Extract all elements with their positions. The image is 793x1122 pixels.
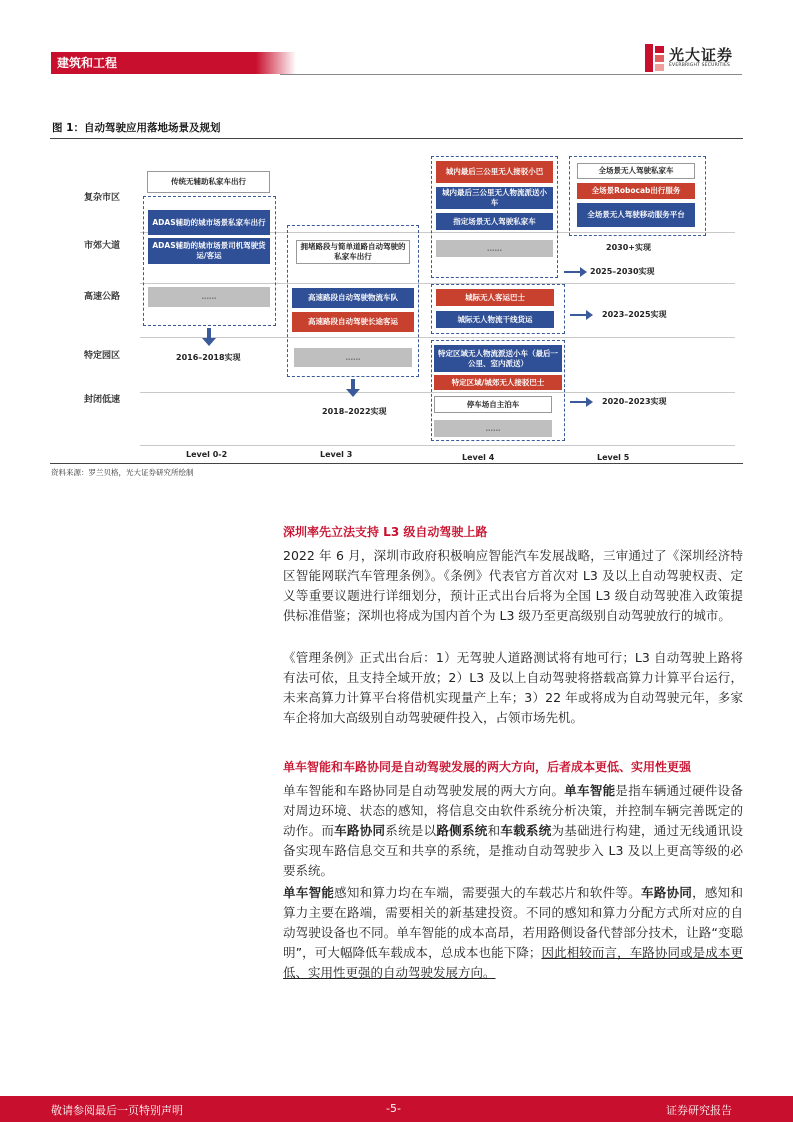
arrow-down-icon: [346, 389, 360, 397]
term-vehicle-road: 车路协同: [334, 823, 386, 838]
ylabel-suburban: [82, 240, 122, 253]
text-run: ，感知和算力主要在路端，需要相关的新基建投资。不同的感知和算力分配方式所对应的自动驾驶设备也不同。单车智能的成本高昂，若用路侧设备代替部分技术，让路“变聪明”，可大幅降低车载成本，总成本也能下降；: [283, 885, 743, 960]
xlabel-level5: Level 5: [597, 453, 630, 462]
figure-bottom-rule: [50, 463, 743, 464]
l4-box-special-bus: 特定区域/城郊无人接驳巴士: [434, 375, 562, 390]
brand-logo: [645, 44, 745, 74]
text-run: 系统是以: [385, 823, 437, 838]
l5-box-robocab: 全场景Robocab出行服务: [577, 183, 695, 199]
l02-box-adas-private: ADAS辅助的城市场景私家车出行: [148, 210, 270, 235]
footer-disclaimer: 敬请参阅最后一页特别声明: [51, 1104, 183, 1117]
arrow-right-icon: [564, 271, 581, 273]
ylabel-text: 复杂市区: [83, 193, 120, 203]
ylabel-park: [82, 350, 122, 363]
arrow-down-icon: [351, 379, 355, 389]
figure-title: 图 1：自动驾驶应用落地场景及规划: [52, 122, 221, 134]
l3-box-congested: 拥堵路段与简单道路自动驾驶的私家车出行: [296, 240, 410, 264]
year-2020: 2020–2023实现: [602, 397, 667, 406]
ylabel-closed-lowspeed: [82, 394, 122, 407]
term-vehicle-road: 车路协同: [640, 885, 693, 900]
xlabel-level4: Level 4: [462, 453, 495, 462]
l02-box-traditional: 传统无辅助私家车出行: [147, 171, 270, 193]
arrow-down-icon: [207, 328, 211, 338]
year-l02: 2016–2018实现: [176, 353, 241, 362]
ylabel-highway: [82, 291, 122, 304]
term-roadside-system: 路侧系统: [436, 823, 488, 838]
l4-box-urban-more: ……: [436, 240, 553, 257]
l02-box-more: ……: [148, 287, 270, 307]
footer-bar: [0, 1096, 793, 1122]
section2-paragraph1: [283, 781, 743, 881]
l4-box-urban-delivery: 城内最后三公里无人物流派送小车: [436, 187, 553, 209]
xlabel-level02: Level 0-2: [186, 450, 228, 459]
year-l3: 2018–2022实现: [322, 407, 387, 416]
term-onboard-system: 车载系统: [500, 823, 552, 838]
text-run: 单车智能和车路协同是自动驾驶发展的两大方向。: [283, 783, 565, 798]
text-run: 是指车辆通过硬件设备对周边环境、状态的感知，将信息交由软件系统分析决策，并控制车辆完善既定的动作。而: [283, 783, 743, 838]
section1-paragraph2: 《管理条例》正式出台后：1）无驾驶人道路测试将有地可行；L3 自动驾驶上路将有法可依，且支持全域开放；2）L3 及以上自动驾驶将搭载高算力计算平台运行，未来高算力计算平台将借机实现量产上车；3）22 年或将成为自动驾驶元年，多家车企将加大高级别自动驾驶硬件投入，占领市场先机。: [283, 650, 743, 725]
section2-heading: 单车智能和车路协同是自动驾驶发展的两大方向，后者成本更低、实用性更强: [283, 760, 692, 774]
section1-paragraph1: 2022 年 6 月，深圳市政府积极响应智能汽车发展战略，三审通过了《深圳经济特区智能网联汽车管理条例》。《条例》代表官方首次对 L3 及以上自动驾驶权责、定义等重要议题进行详细划分，预计正式出台后将为全国 L3 级自动驾驶准入政策提供标准借鉴；深圳也将成为国内首个为 L3 级乃至更高级别自动驾驶放行的城市。: [283, 548, 743, 623]
grid-line: [140, 445, 735, 446]
l4-box-intercity-bus: 城际无人客运巴士: [436, 289, 554, 306]
l3-box-highway-logistics: 高速路段自动驾驶物流车队: [292, 288, 414, 308]
arrow-down-icon: [202, 338, 216, 346]
l3-box-more: ……: [294, 348, 412, 367]
page-number: -5-: [386, 1102, 401, 1115]
l02-box-adas-freight: ADAS辅助的城市场景司机驾驶货运/客运: [148, 238, 270, 264]
grid-line: [140, 337, 735, 338]
figure-source: 资料来源：罗兰贝格，光大证券研究所绘制: [51, 468, 194, 477]
ylabel-complex-urban: [82, 192, 122, 205]
year-2025: 2025–2030实现: [590, 267, 655, 276]
l4-box-private-car: 指定场景无人驾驶私家车: [436, 213, 553, 230]
arrow-right-icon: [570, 401, 587, 403]
section-tag: 建筑和工程: [51, 52, 256, 74]
year-2023: 2023–2025实现: [602, 310, 667, 319]
l4-box-urban-shuttle: 城内最后三公里无人接驳小巴: [436, 161, 553, 183]
footer-report-type: 证券研究报告: [666, 1104, 732, 1117]
term-single-vehicle: 单车智能: [283, 885, 335, 900]
section2-paragraph2: [283, 883, 743, 983]
logo-mark-icon: [645, 44, 665, 72]
text-run: 感知和算力均在车端，需要强大的车载芯片和软件等。: [334, 885, 641, 900]
l4-box-intercity-freight: 城际无人物流干线货运: [436, 311, 554, 328]
header-rule: [280, 74, 742, 75]
xlabel-level3: Level 3: [320, 450, 353, 459]
year-2030: 2030+实现: [606, 243, 651, 252]
l5-box-mobility-platform: 全场景无人驾驶移动服务平台: [577, 203, 695, 227]
text-run: 和: [487, 823, 501, 838]
figure-top-rule: [50, 138, 743, 139]
arrow-right-icon: [570, 314, 587, 316]
l4-box-special-delivery: 特定区域无人物流派送小车（最后一公里、室内派送）: [434, 345, 562, 372]
section1-heading: 深圳率先立法支持 L3 级自动驾驶上路: [283, 525, 488, 539]
ylabel-text: 市郊大道: [83, 241, 120, 251]
term-single-vehicle: 单车智能: [564, 783, 616, 798]
brand-name-en: EVERBRIGHT SECURITIES: [669, 63, 731, 68]
l4-box-closed-more: ……: [434, 420, 552, 437]
ylabel-text: 封闭低速: [83, 395, 120, 405]
text-run: 为基础进行构建，通过无线通讯设备实现车路信息交互和共享的系统，是推动自动驾驶步入 L3 及以上更高等级的必要系统。: [283, 823, 743, 878]
l3-box-highway-coach: 高速路段自动驾驶长途客运: [292, 312, 414, 332]
brand-name-cn: 光大证券: [669, 46, 734, 64]
ylabel-text: 特定园区: [83, 351, 120, 361]
ylabel-text: 高速公路: [83, 292, 120, 302]
conclusion-underlined: 因此相较而言，车路协同或是成本更低、实用性更强的自动驾驶发展方向。: [283, 945, 743, 980]
l4-box-parking: 停车场自主泊车: [434, 396, 552, 413]
l5-box-private: 全场景无人驾驶私家车: [577, 163, 695, 179]
